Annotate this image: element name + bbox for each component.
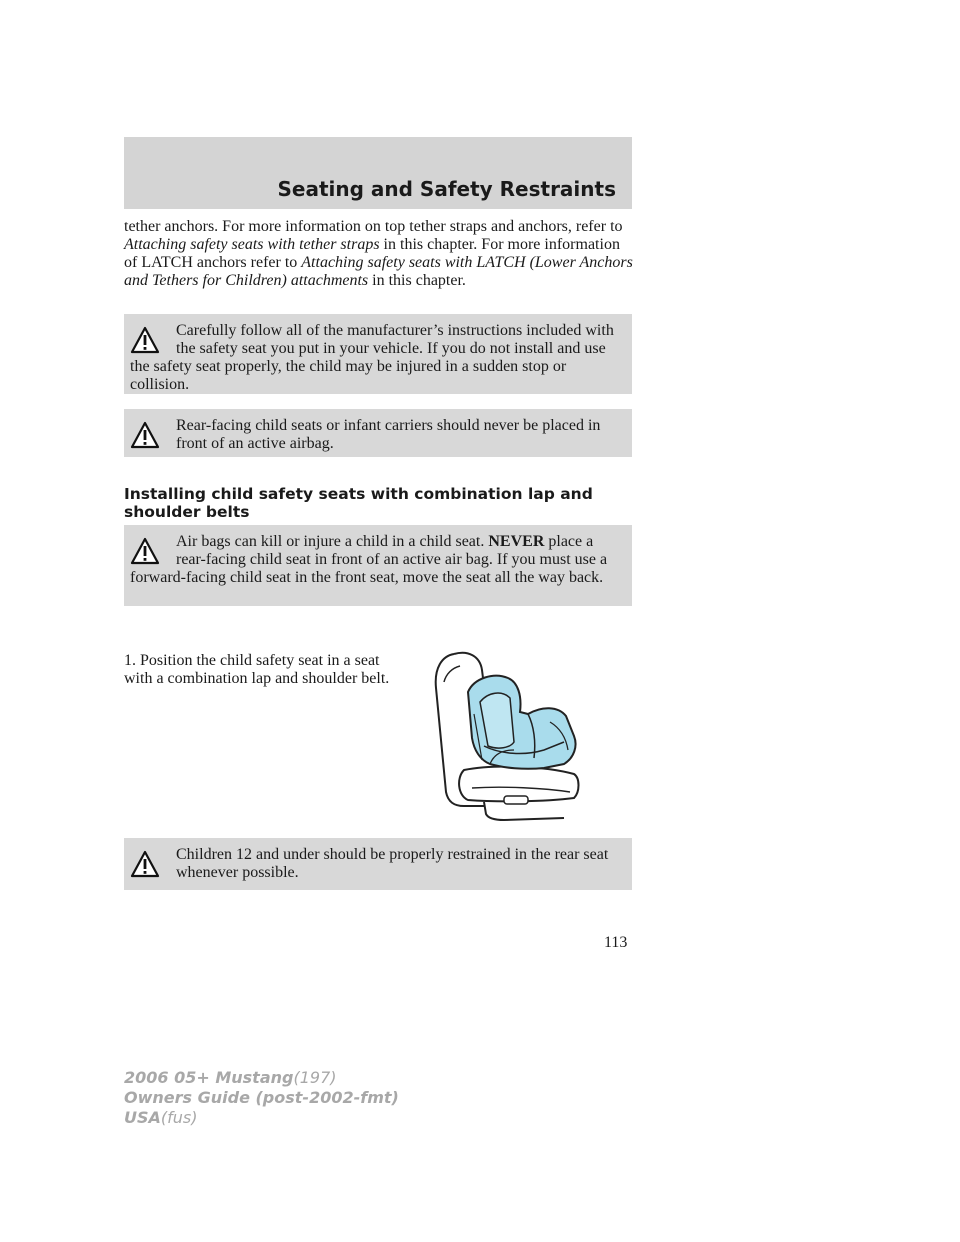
warning-box-rear-facing	[124, 409, 632, 457]
child-seat-illustration	[424, 642, 594, 830]
cross-reference-tether: Attaching safety seats with tether straps	[124, 236, 380, 253]
cross-reference-latch: Attaching safety seats with LATCH (Lower Anchors and Tethers for Children) attachments	[124, 254, 633, 289]
section-title: Seating and Safety Restraints	[277, 177, 616, 201]
document-footer: 2006 05+ Mustang(197) Owners Guide (post-2002-fmt) USA(fus)	[124, 1068, 399, 1127]
section-header-band	[124, 137, 632, 209]
child-seat-drawing	[424, 642, 594, 830]
intro-paragraph: tether anchors. For more information on top tether straps and anchors, refer to Attaching safety seats with tether straps in this chapter. For more information of LATCH anchors refer to Attaching safety seats with LATCH (Lower Anchors and Tethers for Children) attachments in this chapter.	[124, 218, 633, 289]
step-1: 1. Position the child safety seat in a seat with a combination lap and shoulder belt.	[124, 652, 390, 687]
warning-triangle-icon	[130, 537, 170, 569]
warning-box-airbags: Air bags can kill or injure a child in a child seat. NEVER place a rear-facing child seat in front of an active air bag. If you must use a forward-facing child seat in the front seat, move the seat all the way back.	[124, 525, 632, 606]
page-number: 113	[604, 934, 628, 951]
never-emphasis: NEVER	[488, 533, 545, 550]
warning-box-instructions	[124, 314, 632, 394]
warning-box-rear-seat	[124, 838, 632, 890]
section-heading: Installing child safety seats with combination lap and shoulder belts	[124, 485, 593, 521]
warning-triangle-icon	[130, 850, 170, 882]
warning-text: Children 12 and under should be properly restrained in the rear seat whenever possible.	[176, 846, 609, 881]
warning-triangle-icon	[130, 326, 170, 358]
warning-text: Rear-facing child seats or infant carriers should never be placed in front of an active airbag.	[176, 417, 601, 452]
warning-triangle-icon	[130, 421, 170, 453]
warning-text: Carefully follow all of the manufacturer’s instructions included with the safety seat you put in your vehicle. If you do not install and use the safety seat properly, the child may be injured in a sudden stop or collision.	[130, 322, 614, 393]
